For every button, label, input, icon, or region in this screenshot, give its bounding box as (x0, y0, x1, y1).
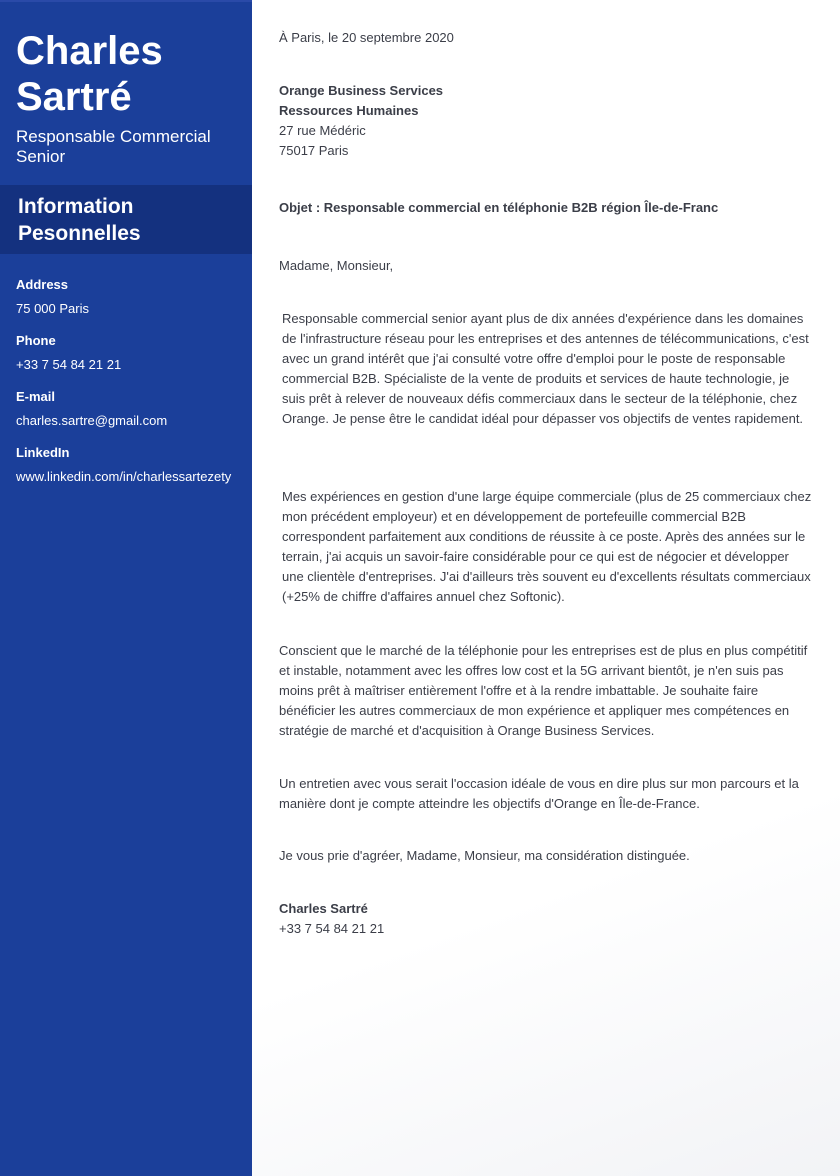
recipient-address (279, 81, 814, 161)
recipient-street: 27 rue Médéric (279, 123, 366, 138)
signature-name: Charles Sartré (279, 901, 368, 916)
email-label: E-mail (16, 389, 56, 404)
phone-label: Phone (16, 333, 56, 348)
address-label: Address (16, 277, 69, 292)
address-value: 75 000 Paris (16, 301, 89, 316)
signature (279, 899, 814, 939)
email-value[interactable]: charles.sartre@gmail.com (16, 413, 168, 428)
linkedin-label: LinkedIn (16, 445, 70, 460)
paragraph-3: Conscient que le marché de la téléphonie pour les entreprises est de plus en plus compétitif et instable, notamment avec les offres low cost et la 5G arrivant bientôt, je n'en suis pas moins prêt à maîtriser entièrement l'offre et à la rendre imbattable. Je souhaite faire bénéficier les autres commerciaux de mon expérience et appliquer mes compétences en stratégie de marché et d'acquisition à Orange Business Services. (279, 643, 808, 738)
sidebar-top-edge (0, 0, 252, 2)
letter-salutation: Madame, Monsieur, (279, 258, 394, 273)
linkedin-value[interactable]: www.linkedin.com/in/charlessartezety (16, 469, 232, 484)
phone-value: +33 7 54 84 21 21 (16, 357, 122, 372)
sidebar (0, 0, 252, 1176)
candidate-name: Charles Sartré (16, 29, 163, 119)
recipient-city: 75017 Paris (279, 143, 349, 158)
letter-subject: Objet : Responsable commercial en téléphonie B2B région Île-de-Franc (279, 200, 719, 215)
section-title: Information Pesonnelles (18, 195, 141, 245)
letter-closing: Je vous prie d'agréer, Madame, Monsieur, ma considération distinguée. (279, 848, 690, 863)
paragraph-2: Mes expériences en gestion d'une large équipe commerciale (plus de 25 commerciaux chez mon précédent employeur) et en développement de portefeuille commercial B2B correspondent parfaitement aux conditions de réussite à ce poste. Après des années sur le terrain, j'ai acquis un savoir-faire considérable pour ce qui est de négocier et développer une clientèle d'entreprises. J'ai d'ailleurs très souvent eu d'excellents résultats commerciaux (+25% de chiffre d'affaires annuel chez Softonic). (282, 489, 812, 604)
recipient-company: Orange Business Services (279, 83, 444, 98)
signature-phone: +33 7 54 84 21 21 (279, 921, 385, 936)
letter-date: À Paris, le 20 septembre 2020 (279, 30, 454, 45)
recipient-department: Ressources Humaines (279, 103, 419, 118)
paragraph-1: Responsable commercial senior ayant plus de dix années d'expérience dans les domaines de l'infrastructure réseau pour les entreprises et des antennes de télécommunications, c'est avec un grand intérêt que j'ai consulté votre offre d'emploi pour le poste de responsable commercial B2B. Spécialiste de la vente de produits et services de haute technologie, je suis prêt à relever de nouveaux défis commerciaux dans le secteur de la téléphonie, chez Orange. Je pense être le candidat idéal pour dépasser vos objectifs de ventes rapidement. (282, 311, 809, 426)
candidate-title: Responsable Commercial Senior (16, 127, 211, 166)
paragraph-4: Un entretien avec vous serait l'occasion idéale de vous en dire plus sur mon parcours et la manière dont je compte atteindre les objectifs d'Orange en Île-de-France. (279, 776, 799, 811)
